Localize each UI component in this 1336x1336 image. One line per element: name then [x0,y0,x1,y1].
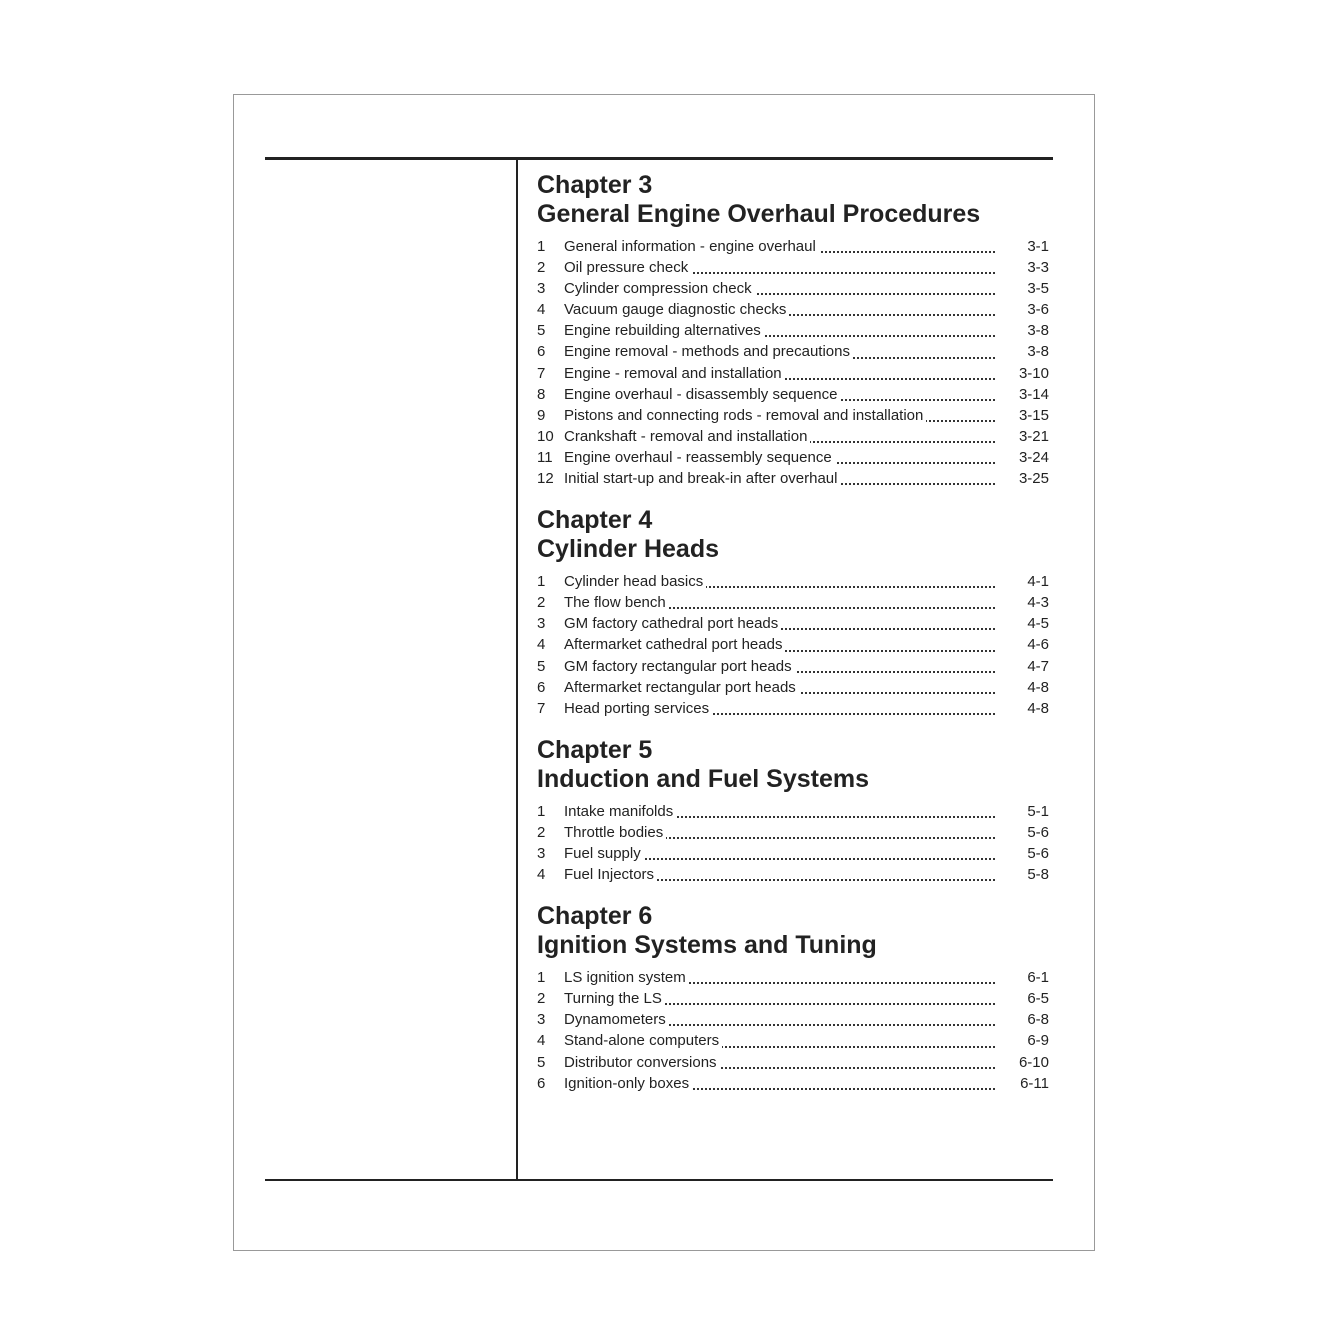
toc-entry[interactable] [537,822,1049,843]
entry-title: Engine overhaul - disassembly sequence [564,386,841,403]
toc-entry[interactable] [537,468,1049,489]
chapter-entries [537,801,1049,885]
chapter-5 [537,736,1049,885]
toc-entry[interactable] [537,864,1049,885]
entry-number: 3 [537,615,546,633]
entry-title-wrap [564,468,994,489]
entry-page-number: 5-6 [1027,823,1049,841]
entry-title: Engine - removal and installation [564,365,785,382]
toc-entry[interactable] [537,571,1049,592]
entry-number: 3 [537,280,546,298]
entry-page-number: 6-1 [1027,969,1049,987]
entry-title: Crankshaft - removal and installation [564,428,810,445]
entry-page-number: 3-14 [1018,385,1049,403]
entry-number: 5 [537,657,546,675]
entry-number: 11 [537,448,553,466]
toc-entry[interactable] [537,592,1049,613]
entry-page-number: 4-5 [1027,615,1049,633]
toc-entry[interactable] [537,988,1049,1009]
entry-page-number: 5-8 [1027,866,1049,884]
entry-title: The flow bench [564,594,669,611]
entry-number: 1 [537,573,546,591]
chapter-number: Chapter 3 [537,171,653,199]
entry-title-wrap [564,571,994,592]
entry-title: Vacuum gauge diagnostic checks [564,301,789,318]
entry-page-number: 3-6 [1027,301,1049,319]
entry-page-number: 6-9 [1027,1032,1049,1050]
entry-title-wrap [564,405,994,426]
entry-number: 12 [537,470,554,488]
entry-title-wrap [564,1073,994,1094]
entry-title-wrap [564,801,994,822]
entry-title: Engine removal - methods and precautions [564,343,853,360]
entry-title: Head porting services [564,700,712,717]
entry-title-wrap [564,1009,994,1030]
entry-page-number: 5-6 [1027,844,1049,862]
entry-number: 2 [537,259,546,277]
toc-entry[interactable] [537,613,1049,634]
entry-number: 5 [537,322,546,340]
entry-page-number: 3-3 [1027,259,1049,277]
entry-title: Dynamometers [564,1011,669,1028]
entry-number: 9 [537,406,546,424]
entry-page-number: 6-5 [1027,990,1049,1008]
entry-title: Fuel Injectors [564,866,657,883]
toc-entry[interactable] [537,236,1049,257]
toc-entry[interactable] [537,405,1049,426]
entry-number: 1 [537,969,546,987]
entry-page-number: 6-11 [1020,1074,1049,1092]
toc-entry[interactable] [537,426,1049,447]
chapter-number: Chapter 6 [537,902,653,931]
toc-entry[interactable] [537,1009,1049,1030]
entry-title-wrap [564,278,994,299]
entry-page-number: 4-8 [1027,699,1049,717]
chapter-title: Ignition Systems and Tuning [537,931,877,960]
toc-entry[interactable] [537,257,1049,278]
toc-entry[interactable] [537,384,1049,405]
entry-title-wrap [564,613,994,634]
entry-page-number: 3-10 [1018,364,1049,382]
entry-page-number: 5-1 [1027,802,1049,820]
entry-title-wrap [564,864,994,885]
entry-title-wrap [564,967,994,988]
entry-page-number: 3-8 [1027,343,1049,361]
entry-number: 3 [537,1011,546,1029]
chapter-title: Cylinder Heads [537,535,720,564]
entry-title-wrap [564,1052,994,1073]
entry-page-number: 4-6 [1027,636,1049,654]
entry-page-number: 6-8 [1027,1011,1049,1029]
entry-title-wrap [564,677,994,698]
entry-number: 6 [537,343,546,361]
toc-entry[interactable] [537,1030,1049,1051]
bottom-rule [265,1179,1053,1181]
entry-title: Aftermarket cathedral port heads [564,636,785,653]
entry-number: 2 [537,823,546,841]
chapter-number: Chapter 5 [537,735,653,764]
entry-number: 6 [537,678,546,696]
entry-page-number: 3-25 [1018,470,1049,488]
entry-page-number: 3-15 [1018,406,1049,424]
entry-title-wrap [564,1030,994,1051]
toc-entry[interactable] [537,801,1049,822]
entry-title: GM factory cathedral port heads [564,615,781,632]
table-of-contents [537,171,1049,1111]
toc-entry[interactable] [537,278,1049,299]
entry-title-wrap [564,822,994,843]
chapter-number: Chapter 4 [537,506,653,535]
entry-title-wrap [564,363,994,384]
entry-title: Engine overhaul - reassembly sequence [564,449,835,466]
toc-entry[interactable] [537,634,1049,655]
entry-title: Oil pressure check [564,259,691,276]
entry-title: Aftermarket rectangular port heads [564,679,799,696]
entry-page-number: 6-10 [1018,1053,1049,1071]
entry-title-wrap [564,341,994,362]
entry-number: 4 [537,866,546,884]
entry-title: Cylinder head basics [564,573,706,590]
chapter-entries [537,571,1049,719]
entry-title-wrap [564,236,994,257]
entry-title-wrap [564,426,994,447]
toc-entry[interactable] [537,656,1049,677]
entry-number: 2 [537,990,546,1008]
toc-entry[interactable] [537,320,1049,341]
entry-title-wrap [564,634,994,655]
entry-title-wrap [564,698,994,719]
entry-number: 4 [537,301,546,319]
entry-title: GM factory rectangular port heads [564,658,795,675]
entry-page-number: 3-24 [1018,448,1049,466]
toc-entry[interactable] [537,1052,1049,1073]
toc-entry[interactable] [537,677,1049,698]
entry-page-number: 4-1 [1027,573,1049,591]
column-divider [516,158,518,1180]
entry-page-number: 4-3 [1027,594,1049,612]
chapter-title: Induction and Fuel Systems [537,764,869,793]
entry-number: 1 [537,802,546,820]
toc-entry[interactable] [537,967,1049,988]
entry-title-wrap [564,592,994,613]
chapter-6 [537,902,1049,1094]
entry-title-wrap [564,843,994,864]
entry-number: 1 [537,238,546,255]
entry-page-number: 3-8 [1027,322,1049,340]
entry-title-wrap [564,656,994,677]
entry-title: LS ignition system [564,969,689,986]
entry-page-number: 3-21 [1018,427,1049,445]
entry-page-number: 3-5 [1027,280,1049,298]
toc-entry[interactable] [537,299,1049,320]
entry-number: 4 [537,1032,546,1050]
entry-title: Throttle bodies [564,824,666,841]
entry-number: 4 [537,636,546,654]
entry-page-number: 4-8 [1027,678,1049,696]
entry-title: Distributor conversions [564,1054,720,1071]
entry-title-wrap [564,447,994,468]
entry-title: Cylinder compression check [564,280,755,297]
chapter-entries [537,236,1049,489]
chapter-entries [537,967,1049,1094]
entry-title: Ignition-only boxes [564,1075,692,1092]
entry-number: 2 [537,594,546,612]
entry-title-wrap [564,988,994,1009]
entry-page-number: 4-7 [1027,657,1049,675]
entry-title: Pistons and connecting rods - removal and installation [564,407,926,424]
top-rule [265,157,1053,160]
toc-entry[interactable] [537,447,1049,468]
entry-number: 5 [537,1053,546,1071]
entry-page-number: 3-1 [1027,238,1049,255]
toc-entry[interactable] [537,698,1049,719]
entry-title: Stand-alone computers [564,1032,722,1049]
entry-number: 7 [537,699,546,717]
chapter-title: General Engine Overhaul Procedures [537,200,981,228]
entry-number: 8 [537,385,546,403]
entry-title: Fuel supply [564,845,644,862]
entry-title: Intake manifolds [564,803,676,820]
chapter-4 [537,506,1049,719]
toc-entry[interactable] [537,843,1049,864]
entry-title-wrap [564,299,994,320]
entry-title: General information - engine overhaul [564,238,819,255]
entry-title: Initial start-up and break-in after overhaul [564,470,840,487]
entry-number: 7 [537,364,546,382]
entry-title-wrap [564,257,994,278]
entry-number: 6 [537,1074,546,1092]
toc-entry[interactable] [537,1073,1049,1094]
toc-entry[interactable] [537,363,1049,384]
entry-title-wrap [564,384,994,405]
entry-title-wrap [564,320,994,341]
toc-entry[interactable] [537,341,1049,362]
entry-number: 3 [537,844,546,862]
chapter-3 [537,171,1049,489]
entry-title: Turning the LS [564,990,665,1007]
entry-title: Engine rebuilding alternatives [564,322,764,339]
entry-number: 10 [537,427,554,445]
